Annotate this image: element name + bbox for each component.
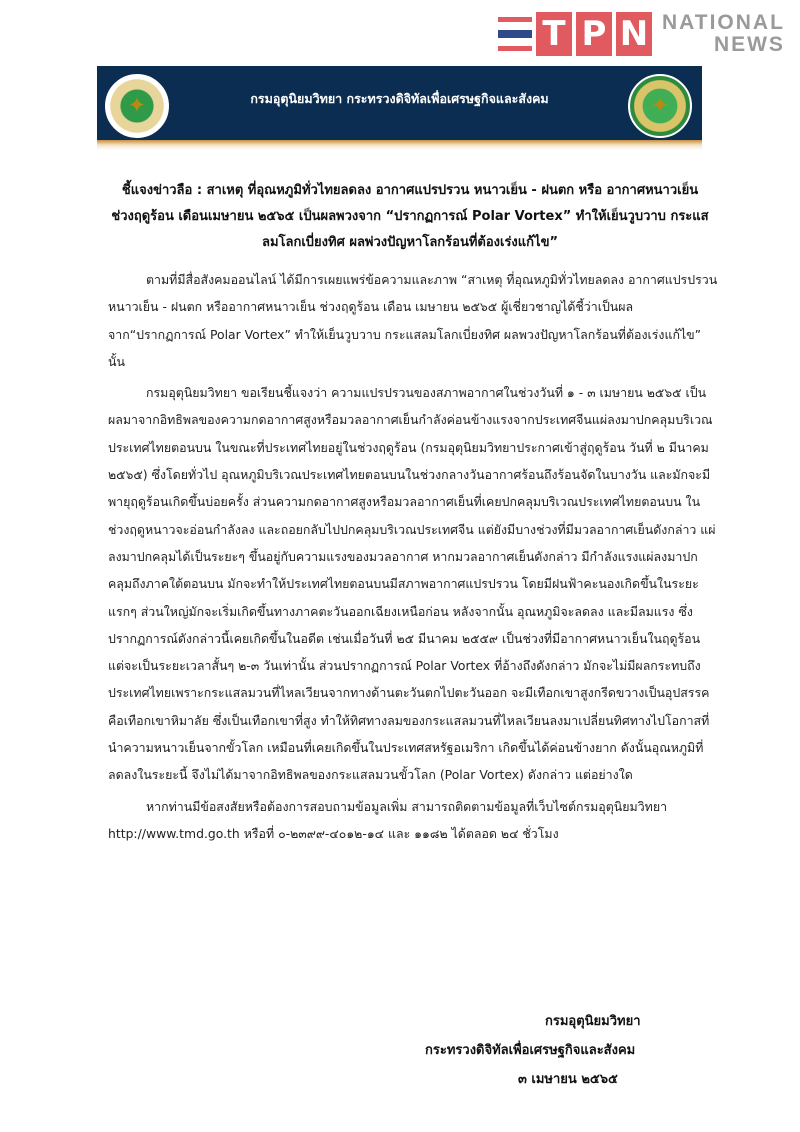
- paragraph-2: กรมอุตุนิยมวิทยา ขอเรียนชี้แจงว่า ความแปรปรวนของสภาพอากาศในช่วงวันที่ ๑ - ๓ เมษายน ๒๕๖๕ เป็นผลมาจากอิทธิพลของความกดอากาศสูงหรือมวลอากาศเย็นกำลังค่อนข้างแรงจากประเทศจีนแผ่ลงมาปกคลุมบริเวณประเทศไทยตอนบน ในขณะที่ประเทศไทยอยู่ในช่วงฤดูร้อน (กรมอุตุนิยมวิทยาประกาศเข้าสู่ฤดูร้อน วันที่ ๒ มีนาคม ๒๕๖๕) ซึ่งโดยทั่วไป อุณหภูมิบริเวณประเทศไทยตอนบนในช่วงกลางวันอากาศร้อนถึงร้อนจัดในบางวัน และมักจะมีพายุฤดูร้อนเกิดขึ้นบ่อยครั้ง ส่วนความกดอากาศสูงหรือมวลอากาศเย็นที่เคยปกคลุมบริเวณประเทศไทยตอนบน ในช่วงฤดูหนาวจะอ่อนกำลังลง และถอยกลับไปปกคลุมบริเวณประเทศจีน แต่ยังมีบางช่วงที่มีมวลอากาศเย็นดังกล่าว แผ่ลงมาปกคลุมได้เป็นระยะๆ ขึ้นอยู่กับความแรงของมวลอากาศ หากมวลอากาศเย็นดังกล่าว มีกำลังแรงแผ่ลงมาปกคลุมถึงภาคใต้ตอนบน มักจะทำให้ประเทศไทยตอนบนมีสภาพอากาศแปรปรวน โดยมีฝนฟ้าคะนองเกิดขึ้นในระยะแรกๆ ส่วนใหญ่มักจะเริ่มเกิดขึ้นทางภาคตะวันออกเฉียงเหนือก่อน หลังจากนั้น อุณหภูมิจะลดลง และมีลมแรง ซึ่งปรากฏการณ์ดังกล่าวนี้เคยเกิดขึ้นในอดีต เช่นเมื่อวันที่ ๒๕ มีนาคม ๒๕๕๙ เป็นช่วงที่มีอากาศหนาวเย็นในฤดูร้อน แต่จะเป็นระยะเวลาสั้นๆ ๒-๓ วันเท่านั้น ส่วนปรากฏการณ์ Polar Vortex ที่อ้างถึงดังกล่าว มักจะไม่มีผลกระทบถึงประเทศไทยเพราะกระแสลมวนที่ไหลเวียนจากทางด้านตะวันตกไปตะวันออก จะมีเทือกเขาสูงกรีดขวางเป็นอุปสรรคคือเทือกเขาหิมาลัย ซึ่งเป็นเทือกเขาที่สูง ทำให้ทิศทางลมของกระแสลมวนที่ไหลเวียนลงมาเปลี่ยนทิศทางไปโอกาสที่นำความหนาวเย็นจากขั้วโลก เหมือนที่เคยเกิดขึ้นในประเทศสหรัฐอเมริกา เกิดขึ้นได้ค่อนข้างยาก ดังนั้นอุณหภูมิที่ลดลงในระยะนี้ จึงไม่ได้มาจากอิทธิพลของกระแสลมวนขั้วโลก (Polar Vortex) ดังกล่าว แต่อย่างใด: [108, 385, 716, 783]
- tpn-letter-p: P: [576, 12, 612, 56]
- paragraph-1: ตามที่มีสื่อสังคมออนไลน์ ได้มีการเผยแพร่ข้อความและภาพ “สาเหตุ ที่อุณหภูมิทั่วไทยลดลง อากาศแปรปรวน หนาวเย็น - ฝนตก หรืออากาศหนาวเย็น ช่วงฤดูร้อน เดือน เมษายน ๒๕๖๕ ผู้เชี่ยวชาญได้ชี้ว่าเป็นผลจาก“ปรากฏการณ์ Polar Vortex” ทำให้เย็นวูบวาบ กระแสลมโลกเบี่ยงทิศ ผลพวงปัญหาโลกร้อนที่ต้องเร่งแก้ไข” นั้น: [108, 272, 718, 369]
- letterhead-banner: [97, 66, 702, 142]
- document-body: [108, 266, 718, 847]
- tpn-national-news-logo: [498, 12, 785, 56]
- letterhead-title: กรมอุตุนิยมวิทยา กระทรวงดิจิทัลเพื่อเศรษฐกิจและสังคม: [250, 91, 549, 106]
- signature-ministry: กระทรวงดิจิทัลเพื่อเศรษฐกิจและสังคม: [425, 1043, 636, 1058]
- thai-flag-stripes-icon: [498, 17, 532, 51]
- ministry-seal-icon: ✦: [105, 74, 169, 138]
- document-heading: ชี้แจงข่าวลือ : สาเหตุ ที่อุณหภูมิทั่วไทยลดลง อากาศแปรปรวน หนาวเย็น - ฝนตก หรือ อากาศหนาวเย็น ช่วงฤดูร้อน เดือนเมษายน ๒๕๖๕ เป็นผลพวงจาก “ปรากฏการณ์ Polar Vortex” ทำให้เย็นวูบวาบ กระแสลมโลกเบี่ยงทิศ ผลพ่วงปัญหาโลกร้อนที่ต้องเร่งแก้ไข”: [111, 183, 709, 250]
- tmd-seal-icon: ✦: [628, 74, 692, 138]
- tpn-letter-n: N: [616, 12, 652, 56]
- signature-date: ๓ เมษายน ๒๕๖๕: [518, 1072, 618, 1087]
- tpn-letter-t: T: [536, 12, 572, 56]
- tpn-letters: [536, 12, 656, 56]
- banner-divider: [97, 140, 702, 150]
- paragraph-3: หากท่านมีข้อสงสัยหรือต้องการสอบถามข้อมูลเพิ่ม สามารถติดตามข้อมูลที่เว็บไซต์กรมอุตุนิยมวิทยา http://www.tmd.go.th หรือที่ ๐-๒๓๙๙-๔๐๑๒-๑๔ และ ๑๑๘๒ ได้ตลอด ๒๔ ชั่วโมง: [108, 798, 668, 841]
- tpn-wordmark: [662, 12, 785, 56]
- signature-org: กรมอุตุนิยมวิทยา: [545, 1014, 641, 1029]
- tpn-wordmark-news: NEWS: [713, 33, 785, 56]
- tpn-wordmark-national: NATIONAL: [662, 11, 785, 34]
